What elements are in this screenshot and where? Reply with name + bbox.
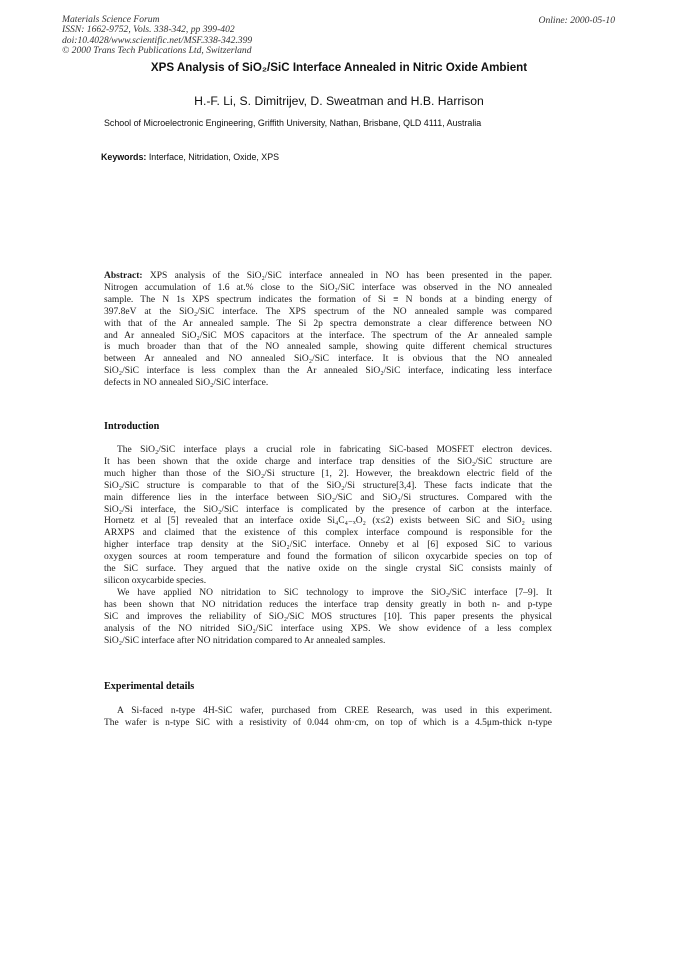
abstract-line: is much broader than that of the NO annealed sample, showing quite different chemical structures xyxy=(104,342,552,353)
text-line: It has been shown that the oxide charge and interface trap densities of the SiO₂/SiC structure are xyxy=(104,456,552,467)
introduction-paragraph-1 xyxy=(104,445,552,588)
keywords-line xyxy=(101,152,279,162)
text-line: Hornetz et al [5] revealed that an interface oxide Si₄C₄₋ₓO₂ (x≤2) exists between SiC and SiO₂ using xyxy=(104,516,552,527)
text-line: ARXPS and claimed that the existence of this complex interface compound is responsible for the xyxy=(104,528,552,539)
keywords-label: Keywords: xyxy=(101,152,147,162)
text-line: analysis of the NO nitrided SiO₂/SiC interface using XPS. We show evidence of a less complex xyxy=(104,623,552,634)
text-line: The wafer is n-type SiC with a resistivity of 0.044 ohm·cm, on top of which is a 4.5μm-thick n-type xyxy=(104,717,552,728)
abstract-line xyxy=(104,271,552,283)
keywords-text: Interface, Nitridation, Oxide, XPS xyxy=(148,152,280,162)
author-list: H.-F. Li, S. Dimitrijev, D. Sweatman and H.B. Harrison xyxy=(194,94,484,108)
abstract-line: with that of the Ar annealed sample. The Si 2p spectra demonstrate a clear difference between NO xyxy=(104,318,552,329)
affiliation: School of Microelectronic Engineering, Griffith University, Nathan, Brisbane, QLD 4111, Australia xyxy=(104,118,482,128)
text-line: SiO₂/Si interface, the SiO₂/SiC interface is complicated by the presence of carbon at the interface. xyxy=(104,504,552,515)
experimental-heading: Experimental details xyxy=(104,681,195,692)
text-line: has been shown that NO nitridation reduces the interface trap density greatly in both n- and p-type xyxy=(104,599,552,610)
introduction-heading: Introduction xyxy=(104,421,160,432)
abstract-line: 397.8eV at the SiO₂/SiC interface. The XPS spectrum of the NO annealed sample was compared xyxy=(104,306,552,317)
abstract-line: and Ar annealed SiO₂/SiC MOS capacitors at the interface. The spectrum of the Ar annealed sample xyxy=(104,330,552,341)
issn-line: ISSN: 1662-9752, Vols. 338-342, pp 399-402 xyxy=(62,24,235,36)
text-line: SiO₂/SiC interface after NO nitridation compared to Ar annealed samples. xyxy=(104,635,386,646)
copyright-line: © 2000 Trans Tech Publications Ltd, Switzerland xyxy=(62,44,252,56)
text-line: silicon oxycarbide species. xyxy=(104,575,207,586)
text-line: SiC and improves the reliability of SiO₂/SiC MOS structures [10]. This paper presents the physical xyxy=(104,611,552,622)
text-line: main difference lies in the interface between SiO₂/SiC and SiO₂/Si structures. Compared with the xyxy=(104,492,552,503)
abstract-line: defects in NO annealed SiO₂/SiC interface. xyxy=(104,378,269,389)
abstract-line: Nitrogen accumulation of 1.6 at.% close to the SiO₂/SiC interface was observed in the NO annealed xyxy=(104,282,552,293)
text-line: SiO₂/SiC structure is comparable to that of the SiO₂/Si structure[3,4]. These facts indicate that the xyxy=(104,480,552,491)
abstract-line: between Ar annealed and NO annealed SiO₂/SiC interface. It is obvious that the NO annealed xyxy=(104,354,552,365)
text-line: We have applied NO nitridation to SiC technology to improve the SiO₂/SiC interface [7–9]. It xyxy=(117,588,552,598)
abstract-label: Abstract: xyxy=(104,271,143,281)
abstract-line: sample. The N 1s XPS spectrum indicates the formation of Si ≡ N bonds at a binding energy of xyxy=(104,294,552,305)
text-line: The SiO₂/SiC interface plays a crucial role in fabricating SiC-based MOSFET electron devices. xyxy=(117,445,552,455)
text-line: higher interface trap density at the SiO₂/SiC interface. Onneby et al [6] exposed SiC to various xyxy=(104,540,552,551)
journal-name: Materials Science Forum xyxy=(62,14,160,25)
abstract-line-text: XPS analysis of the SiO₂/SiC interface annealed in NO has been presented in the paper. xyxy=(149,271,552,281)
text-line: much higher than those of the SiO₂/Si structure [1, 2]. However, the breakdown electric field of the xyxy=(104,468,552,479)
journal-header xyxy=(62,15,252,56)
paper-title: XPS Analysis of SiO₂/SiC Interface Annealed in Nitric Oxide Ambient xyxy=(150,61,528,74)
text-line: the SiC surface. They argued that the native oxide on the single crystal SiC consists mainly of xyxy=(104,564,552,575)
text-line: A Si-faced n-type 4H-SiC wafer, purchased from CREE Research, was used in this experiment. xyxy=(117,706,552,716)
experimental-paragraph-1 xyxy=(104,706,552,730)
text-line: oxygen sources at room temperature and found the formation of silicon oxycarbide species on top of xyxy=(104,552,552,563)
doi-line[interactable]: doi:10.4028/www.scientific.net/MSF.338-342.399 xyxy=(62,34,253,46)
introduction-paragraph-2 xyxy=(104,588,552,648)
online-date: Online: 2000-05-10 xyxy=(538,15,615,26)
abstract-line: SiO₂/SiC interface is less complex than the Ar annealed SiO₂/SiC interface, indicating less interface xyxy=(104,366,552,377)
abstract xyxy=(104,271,552,390)
